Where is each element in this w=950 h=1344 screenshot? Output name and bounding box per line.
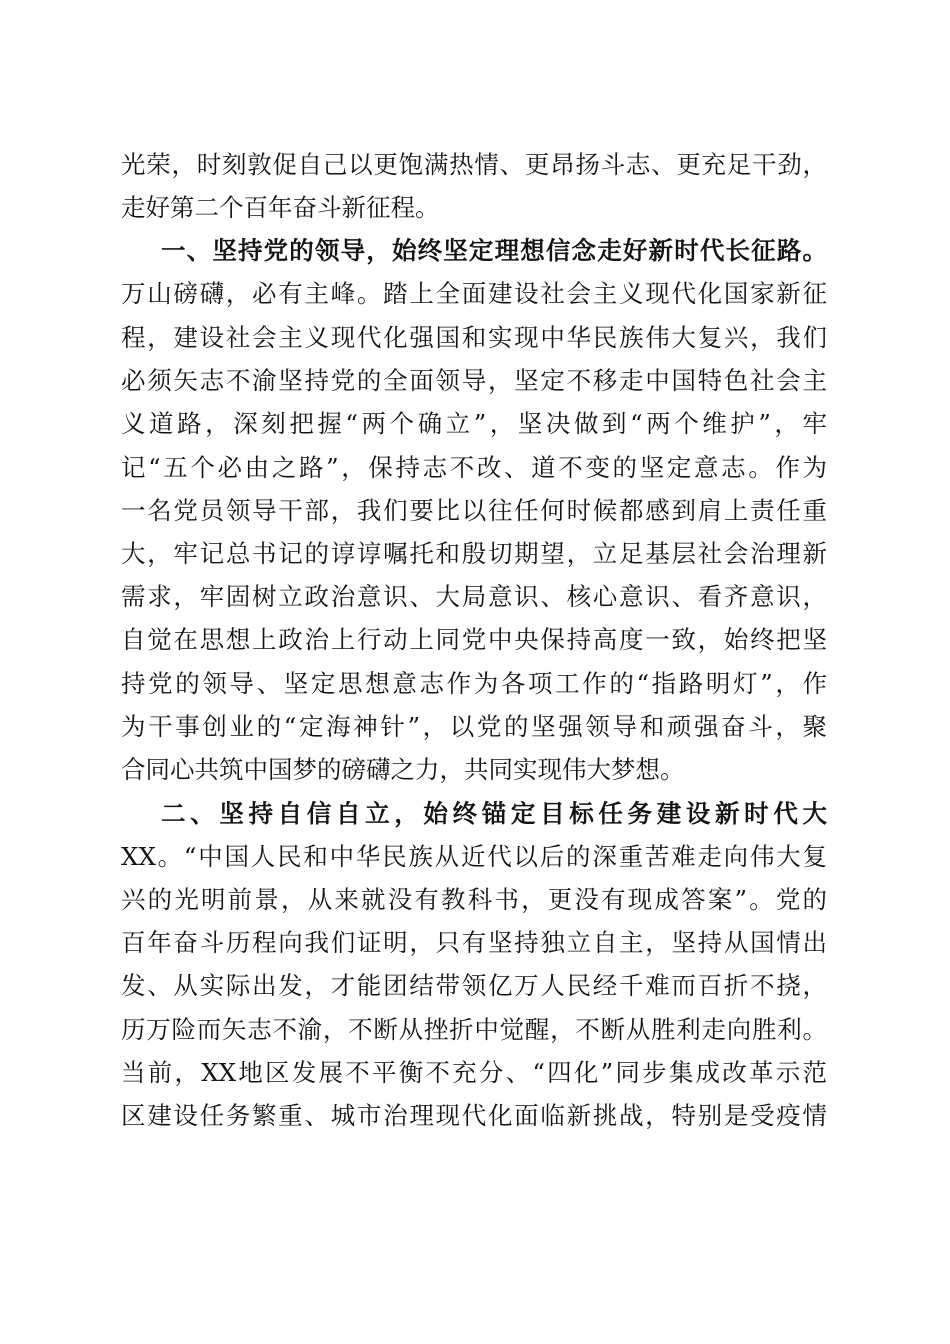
body-line: 百年奋斗历程向我们证明，只有坚持独立自主，坚持从国情出 — [121, 928, 827, 957]
body-line: 合同心共筑中国梦的磅礴之力，共同实现伟大梦想。 — [121, 755, 685, 784]
body-line: 记“五个必由之路”，保持志不改、道不变的坚定意志。作为 — [121, 453, 827, 482]
body-line: 需求，牢固树立政治意识、大局意识、核心意识、看齐意识， — [121, 582, 827, 611]
body-line: 发、从实际出发，才能团结带领亿万人民经千难而百折不挠， — [121, 971, 827, 1000]
body-line: 必须矢志不渝坚持党的全面领导，坚定不移走中国特色社会主 — [121, 366, 827, 395]
body-line: 万山磅礴，必有主峰。踏上全面建设社会主义现代化国家新征 — [121, 279, 827, 308]
body-line: 当前，XX地区发展不平衡不充分、“四化”同步集成改革示范 — [121, 1058, 827, 1087]
body-line: 程，建设社会主义现代化强国和实现中华民族伟大复兴，我们 — [121, 323, 827, 352]
section-heading-1: 一、坚持党的领导，始终坚定理想信念走好新时代长征路。 — [161, 236, 827, 265]
body-line: 兴的光明前景，从来就没有教科书，更没有现成答案”。党的 — [121, 885, 827, 914]
body-line: 义道路，深刻把握“两个确立”，坚决做到“两个维护”，牢 — [121, 409, 827, 438]
body-line: 走好第二个百年奋斗新征程。 — [121, 193, 440, 222]
body-line: 历万险而矢志不渝，不断从挫折中觉醒，不断从胜利走向胜利。 — [121, 1015, 827, 1044]
body-line: 持党的领导、坚定思想意志作为各项工作的“指路明灯”，作 — [121, 669, 827, 698]
body-line: 为干事创业的“定海神针”，以党的坚强领导和顽强奋斗，聚 — [121, 712, 827, 741]
section-heading-2: 二、坚持自信自立，始终锚定目标任务建设新时代大 — [161, 799, 827, 828]
body-line: 大，牢记总书记的谆谆嘱托和殷切期望，立足基层社会治理新 — [121, 539, 827, 568]
body-line: 一名党员领导干部，我们要比以往任何时候都感到肩上责任重 — [121, 496, 827, 525]
body-line: 光荣，时刻敦促自己以更饱满热情、更昂扬斗志、更充足干劲， — [121, 150, 827, 179]
body-line: XX。“中国人民和中华民族从近代以后的深重苦难走向伟大复 — [121, 842, 827, 871]
body-line: 区建设任务繁重、城市治理现代化面临新挑战，特别是受疫情 — [121, 1101, 827, 1130]
body-line: 自觉在思想上政治上行动上同党中央保持高度一致，始终把坚 — [121, 625, 827, 654]
